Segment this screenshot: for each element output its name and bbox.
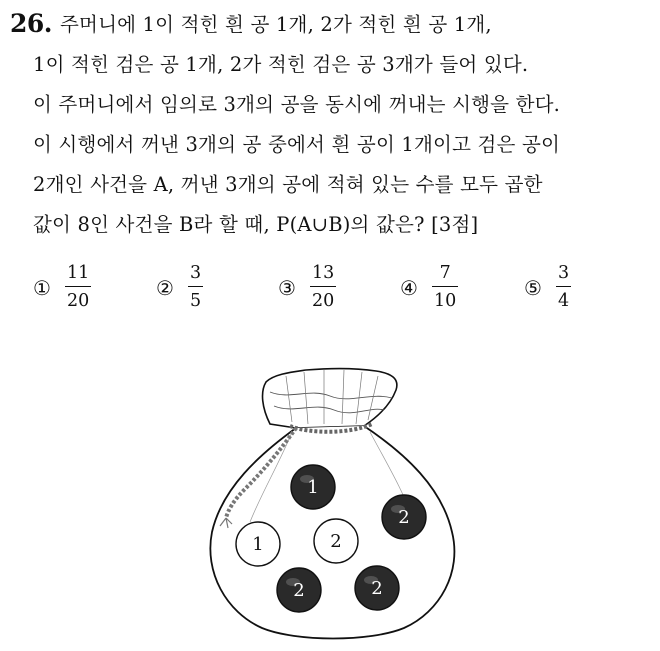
choice-2-numerator: 3 [190,263,202,283]
fraction-bar [432,286,458,287]
question-number: 26. [10,9,52,38]
choice-3-fraction [310,262,336,312]
choice-1-label: ① [33,276,51,300]
bag-svg [200,362,462,642]
choice-1-numerator: 11 [67,263,90,283]
problem-line-4: 이 시행에서 꺼낸 3개의 공 중에서 흰 공이 1개이고 검은 공이 [33,133,561,156]
black-ball-1 [291,465,335,509]
fraction-bar [65,286,91,287]
choice-1-denominator: 20 [67,291,90,312]
problem-line-6: 값이 8인 사건을 B라 할 때, P(A∪B)의 값은? [3점] [33,213,479,236]
bag-illustration [200,362,462,642]
bag-ruffle [263,369,397,428]
problem-line-3: 이 주머니에서 임의로 3개의 공을 동시에 꺼내는 시행을 한다. [33,93,561,116]
choice-4-fraction [432,262,458,312]
fraction-bar [310,286,336,287]
choice-2-fraction [188,262,203,312]
white-ball-2 [314,519,358,563]
choice-5-numerator: 3 [558,263,570,283]
fraction-bar [188,286,203,287]
black-ball-2 [355,566,399,610]
choice-5-fraction [556,262,571,312]
choice-3-label: ③ [278,276,296,300]
choice-5-denominator: 4 [558,291,570,312]
choice-1-fraction [65,262,91,312]
answer-choices [0,262,660,322]
ball-number: 2 [398,507,410,528]
choice-3-denominator: 20 [312,291,335,312]
black-ball-2 [277,568,321,612]
black-ball-2 [382,495,426,539]
choice-4-label: ④ [400,276,418,300]
ball-number: 1 [252,534,264,555]
ball-number: 2 [293,580,305,601]
fraction-bar [556,286,571,287]
ball-number: 2 [371,578,383,599]
choice-5-label: ⑤ [524,276,542,300]
white-ball-1 [236,522,280,566]
choice-4-denominator: 10 [434,291,457,312]
problem-line-1: 주머니에 1이 적힌 흰 공 1개, 2가 적힌 흰 공 1개, [60,13,492,36]
choice-2-denominator: 5 [190,291,202,312]
ball-number: 2 [330,531,342,552]
choice-3-numerator: 13 [312,263,335,283]
choice-4-numerator: 7 [439,263,451,283]
problem-line-5: 2개인 사건을 A, 꺼낸 3개의 공에 적혀 있는 수를 모두 곱한 [33,173,543,196]
problem-line-2: 1이 적힌 검은 공 1개, 2가 적힌 검은 공 3개가 들어 있다. [33,53,529,76]
ball-number: 1 [307,477,319,498]
choice-2-label: ② [156,276,174,300]
